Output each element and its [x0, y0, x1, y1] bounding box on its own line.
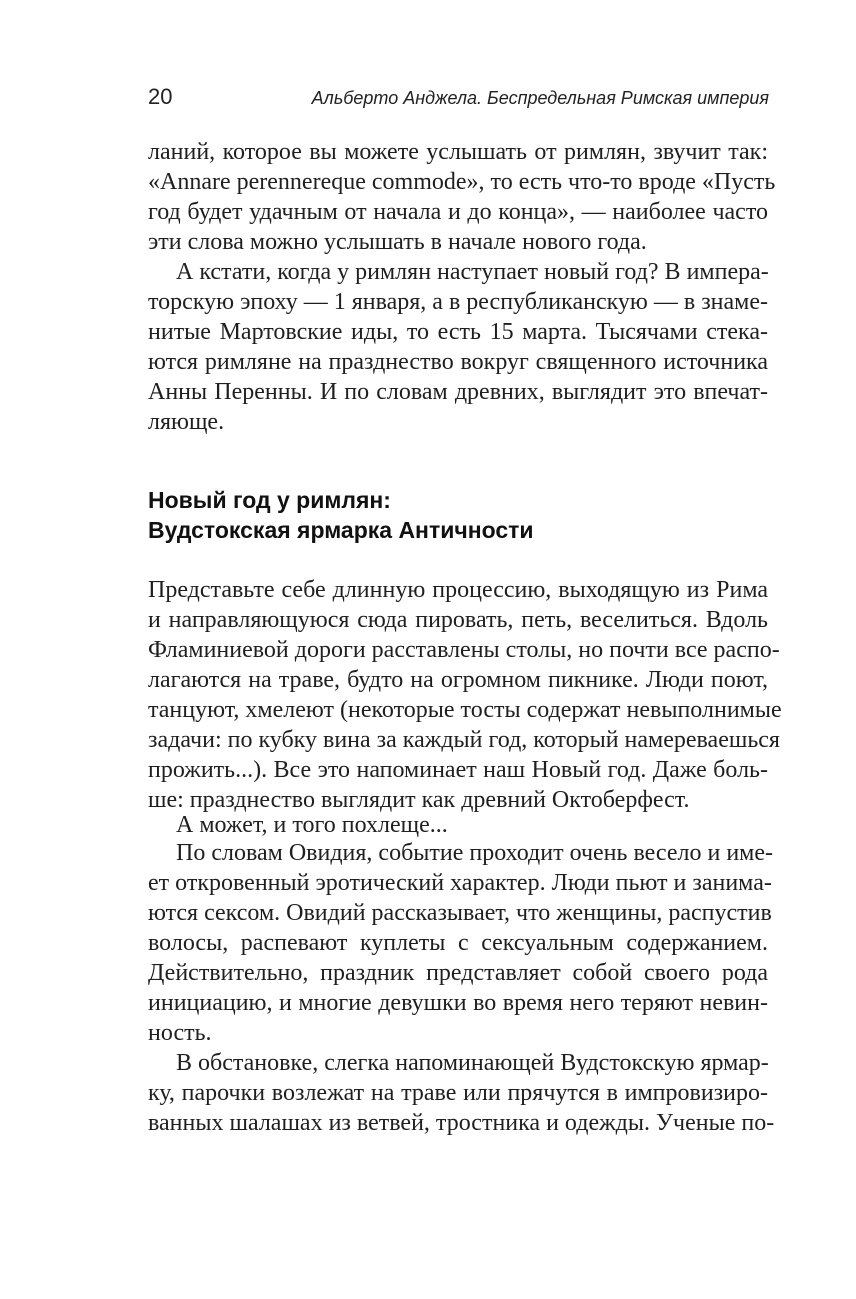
section-heading-line: Новый год у римлян: [148, 487, 391, 513]
text-line: В обстановке, слегка напоминающей Вудстокскую ярмар- [176, 1050, 769, 1076]
text-line: Действительно, праздник представляет собой своего рода [148, 960, 768, 986]
text-line: торскую эпоху — 1 января, а в республиканскую — в знаме- [148, 289, 768, 315]
text-line: «Annare perennereque commode», то есть что-то вроде «Пусть [148, 169, 776, 195]
text-line: волосы, распевают куплеты с сексуальным содержанием. [148, 930, 768, 956]
text-line: Анны Перенны. И по словам древних, выглядит это впечат- [148, 379, 768, 405]
text-line: лагаются на траве, будто на огромном пикнике. Люди поют, [148, 667, 768, 693]
text-line: ет откровенный эротический характер. Люди пьют и занима- [148, 870, 772, 896]
section-heading-line: Вудстокская ярмарка Античности [148, 517, 534, 543]
page-number: 20 [148, 84, 173, 109]
text-line: ность. [148, 1020, 212, 1046]
text-line: ются римляне на празднество вокруг священного источника [148, 349, 768, 375]
text-line: ляюще. [148, 409, 225, 435]
running-title: Альберто Анджела. Беспредельная Римская империя [311, 88, 769, 108]
text-line: инициацию, и многие девушки во время него теряют невин- [148, 990, 768, 1016]
text-line: Представьте себе длинную процессию, выходящую из Рима [148, 577, 768, 603]
text-line: нитые Мартовские иды, то есть 15 марта. Тысячами стека- [148, 319, 768, 345]
text-line: ванных шалашах из ветвей, тростника и одежды. Ученые по- [148, 1110, 775, 1136]
text-line: ланий, которое вы можете услышать от римлян, звучит так: [148, 139, 768, 165]
text-line: По словам Овидия, событие проходит очень весело и име- [176, 840, 773, 866]
text-line: ку, парочки возлежат на траве или прячутся в импровизиро- [148, 1080, 768, 1106]
text-line: танцуют, хмелеют (некоторые тосты содержат невыполнимые [148, 697, 782, 723]
text-line: задачи: по кубку вина за каждый год, который намереваешься [148, 727, 780, 753]
text-line: ше: празднество выглядит как древний Октоберфест. [148, 787, 690, 813]
text-line: эти слова можно услышать в начале нового года. [148, 229, 647, 255]
text-line: прожить...). Все это напоминает наш Новый год. Даже боль- [148, 757, 768, 783]
text-line: и направляющуюся сюда пировать, петь, веселиться. Вдоль [148, 607, 768, 633]
text-line: Фламиниевой дороги расставлены столы, но почти все распо- [148, 637, 780, 663]
text-line: ются сексом. Овидий рассказывает, что женщины, распустив [148, 900, 772, 926]
text-line: А может, и того похлеще... [176, 812, 448, 838]
text-line: А кстати, когда у римлян наступает новый год? В импера- [176, 259, 769, 285]
text-line: год будет удачным от начала и до конца», — наиболее часто [148, 199, 768, 225]
